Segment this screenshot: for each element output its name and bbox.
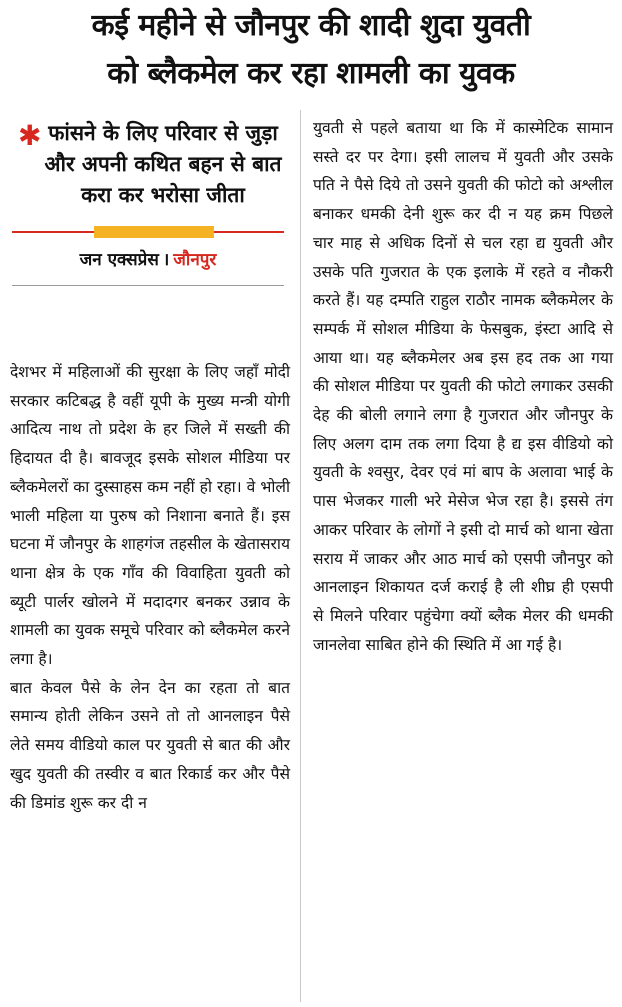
column-divider	[300, 110, 301, 1002]
headline	[8, 2, 614, 98]
subheadline	[12, 118, 284, 211]
byline-city: जौनपुर	[173, 250, 217, 270]
right-paragraph-1: युवती से पहले बताया था कि में कास्मेटिक सामान सस्ते दर पर देगा। इसी लालच में युवती और उसके पति ने पैसे दिये तो उसने युवती की फोटो को अश्लील बनाकर धमकी देनी शुरू कर दी न यह क्रम पिछले चार माह से अधिक दिनों से चल रहा द्य युवती और उसके पति गुजरात के एक इलाके में रहते व नौकरी करते हैं। यह दम्पति राहुल राठौर नामक ब्लैकमेलर के सम्पर्क में सोशल मीडिया के फेसबुक, इंस्टा आदि से आया था। यह ब्लैकमेलर अब इस हद तक आ गया की सोशल मीडिया पर युवती की फोटो लगाकर उसकी देह की बोली लगाने लगा है गुजरात और जौनपुर के लिए अलग दाम तक लगा दिया है द्य इस वीडियो को युवती के श्वसुर, देवर एवं मां बाप के अलावा भाई के पास भेजकर गाली भरे मेसेज भेज रहा है। इससे तंग आकर परिवार के लोगों ने इसी दो मार्च को थाना खेता सराय में जाकर और आठ मार्च को एसपी जौनपुर को आनलाइन शिकायत दर्ज कराई है ली शीघ्र ही एसपी से मिलने परिवार पहुंचेगा क्यों ब्लैक मेलर की धमकी जानलेवा साबित होने की स्थिति में आ गई है।	[313, 119, 613, 654]
left-paragraph-1: देशभर में महिलाओं की सुरक्षा के लिए जहाँ मोदी सरकार कटिबद्ध है वहीं यूपी के मुख्य मन्त्री योगी आदित्य नाथ तो प्रदेश के हर जिले में सख्ती की हिदायत दी है। बावजूद इसके सोशल मीडिया पर ब्लैकमेलरों का दुस्साहस कम नहीं हो रहा। वे भोली भाली महिला या पुरुष को निशाना बनाते हैं। इस घटना में जौनपुर के शाहगंज तहसील के खेतासराय थाना क्षेत्र के एक गाँव की विवाहिता युवती को ब्यूटी पार्लर खोलने में मदादगर बनकर उन्नाव के शामली का युवक समूचे परिवार को ब्लैकमेल करने लगा है।	[10, 363, 290, 669]
left-column	[10, 358, 290, 817]
red-asterisk-icon: ✱	[18, 119, 42, 152]
headline-line-2: को ब्लैकमेल कर रहा शामली का युवक	[107, 56, 515, 91]
subhead-rule	[12, 223, 284, 239]
left-paragraph-2: बात केवल पैसे के लेन देन का रहता तो बात समान्य होती लेकिन उसने तो तो आनलाइन पैसे लेते समय वीडियो काल पर युवती से बात की और खुद युवती की तस्वीर व बात रिकार्ड कर और पैसे की डिमांड शुरू कर दी न	[10, 678, 290, 812]
byline-separator: ।	[162, 250, 170, 270]
byline-agency: जन एक्सप्रेस	[79, 250, 159, 270]
byline	[12, 247, 284, 273]
byline-divider	[12, 285, 284, 286]
right-column	[313, 114, 613, 659]
headline-line-1: कई महीने से जौनपुर की शादी शुदा युवती	[91, 8, 531, 43]
subhead-block	[12, 118, 284, 286]
subheadline-text: फांसने के लिए परिवार से जुड़ा और अपनी कथित बहन से बात करा कर भरोसा जीता	[44, 121, 282, 207]
yellow-accent-bar	[94, 226, 214, 238]
